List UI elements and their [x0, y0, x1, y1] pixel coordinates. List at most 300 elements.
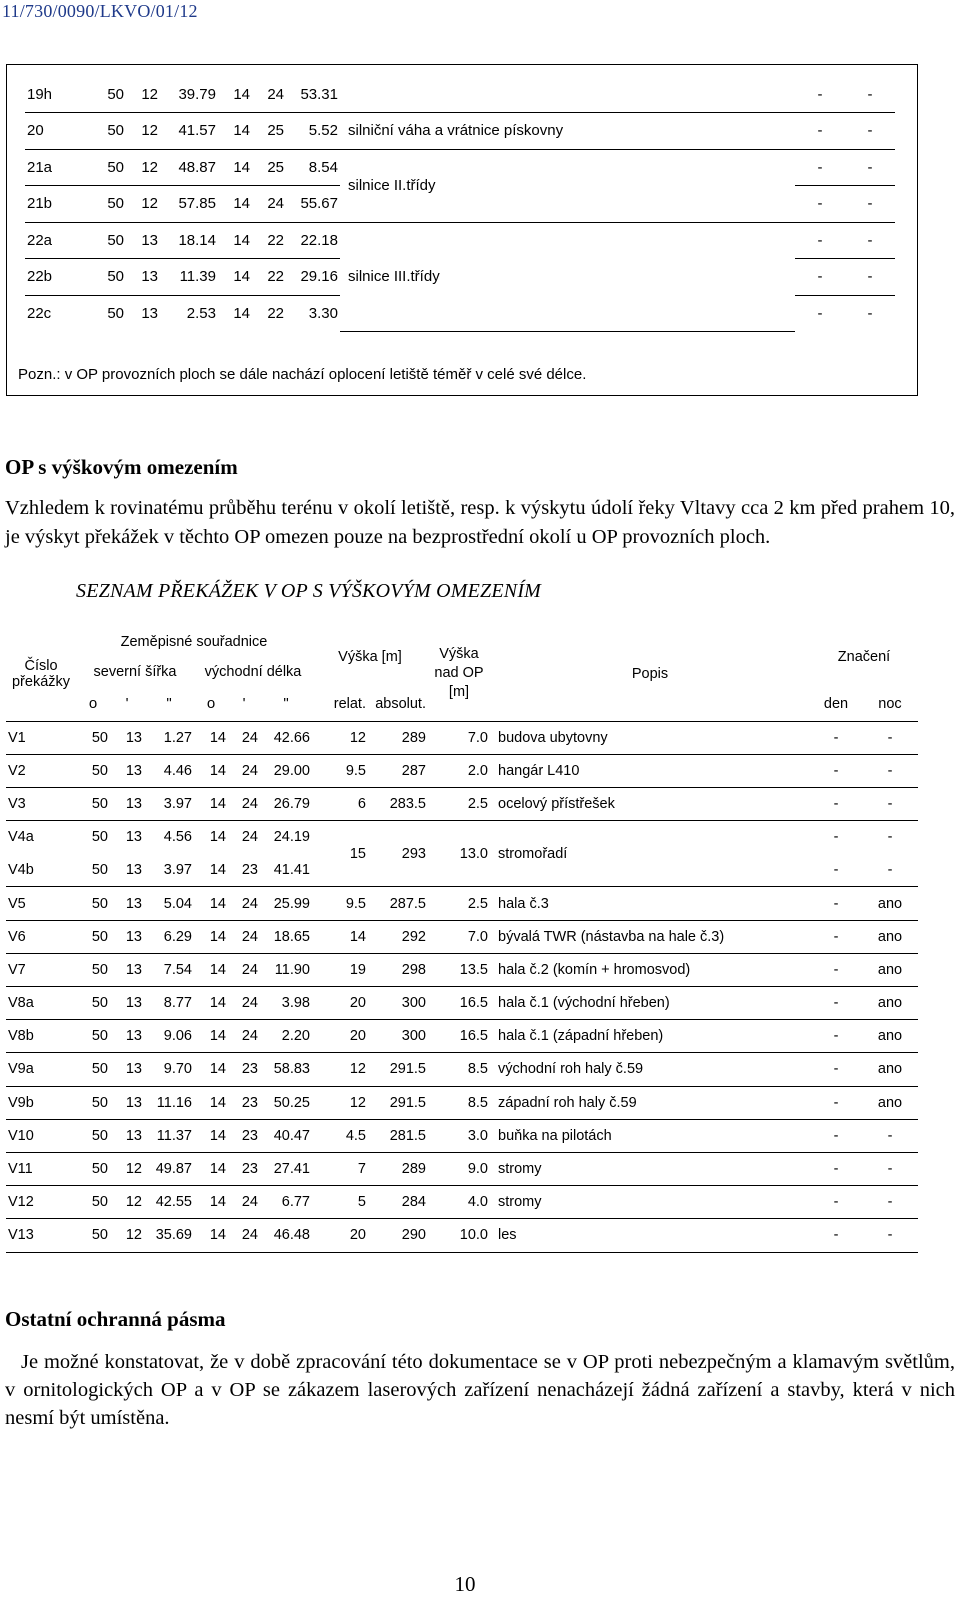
- lat-sec: 9.06: [144, 1020, 194, 1053]
- lon-deg: 14: [218, 186, 252, 223]
- lon-sec: 3.30: [308, 305, 338, 322]
- height-over-op: 7.0: [428, 920, 490, 953]
- lon-sec: 8.54: [286, 149, 340, 186]
- height-absolute: 289: [368, 721, 428, 754]
- height-over-op: 2.5: [428, 887, 490, 920]
- table-row: [6, 1020, 918, 1053]
- description: ocelový přístřešek: [490, 787, 810, 820]
- marking-day: -: [795, 222, 845, 259]
- obstacle-id: V8a: [6, 987, 76, 1020]
- lon-sec: 41.41: [260, 854, 312, 887]
- lon-deg: 14: [194, 754, 228, 787]
- lat-deg: 50: [76, 987, 110, 1020]
- lon-sec: 11.90: [260, 953, 312, 986]
- obstacle-id: V8b: [6, 1020, 76, 1053]
- lat-min: 12: [126, 186, 160, 223]
- marking-day: -: [833, 829, 839, 846]
- lon-sec: 29.00: [260, 754, 312, 787]
- lat-min: 13: [110, 953, 144, 986]
- description: hala č.1 (západní hřeben): [490, 1020, 810, 1053]
- lat-min: 12: [126, 113, 160, 150]
- description: stromořadí: [490, 821, 810, 887]
- header-lon-min: ': [228, 687, 260, 721]
- lon-deg: 14: [194, 887, 228, 920]
- table-row: [6, 920, 918, 953]
- height-absolute: 300: [368, 1020, 428, 1053]
- table-row: [6, 1219, 918, 1252]
- lon-deg: 14: [194, 1053, 228, 1086]
- lat-min: 13: [110, 854, 144, 887]
- lat-sec: 2.53: [186, 305, 216, 322]
- table-row: [6, 887, 918, 920]
- lat-min: 13: [126, 222, 160, 259]
- lat-sec: 7.54: [144, 953, 194, 986]
- lon-min: 24: [228, 953, 260, 986]
- obstacle-id: V13: [6, 1219, 76, 1252]
- marking-day: -: [817, 305, 823, 322]
- lat-min: 13: [110, 721, 144, 754]
- height-absolute: 284: [368, 1186, 428, 1219]
- lat-min: 13: [126, 259, 160, 296]
- lon-sec: 26.79: [260, 787, 312, 820]
- marking-day: -: [795, 149, 845, 186]
- lon-deg: 14: [218, 222, 252, 259]
- lon-sec: 50.25: [260, 1086, 312, 1119]
- lon-min: 23: [228, 1119, 260, 1152]
- marking-night: -: [862, 721, 918, 754]
- description-merged: silnice II.třídy: [340, 149, 795, 222]
- marking-day: -: [810, 1020, 862, 1053]
- marking-day: -: [810, 887, 862, 920]
- lat-deg: 50: [76, 887, 110, 920]
- header-lat-sec: ": [144, 687, 194, 721]
- lon-sec: 25.99: [260, 887, 312, 920]
- table-row: [6, 1086, 918, 1119]
- lat-deg: 50: [90, 149, 126, 186]
- lon-sec: 58.83: [260, 1053, 312, 1086]
- height-relative: 15: [312, 821, 368, 887]
- lat-min: 12: [126, 149, 160, 186]
- table-row: [6, 1152, 918, 1185]
- marking-night: -: [862, 1119, 918, 1152]
- header-absolut: absolut.: [368, 687, 428, 721]
- description: východní roh haly č.59: [490, 1053, 810, 1086]
- lon-deg: 14: [194, 1086, 228, 1119]
- table-row: [25, 113, 895, 150]
- marking-day: -: [810, 1186, 862, 1219]
- lon-min: 23: [228, 1053, 260, 1086]
- lat-deg: 50: [76, 1086, 110, 1119]
- lat-sec: 9.70: [144, 1053, 194, 1086]
- height-relative: 6: [312, 787, 368, 820]
- marking-day: -: [810, 1119, 862, 1152]
- obstacle-id: V3: [6, 787, 76, 820]
- lon-min: 24: [241, 829, 258, 846]
- description: hala č.3: [490, 887, 810, 920]
- marking-night: ano: [862, 920, 918, 953]
- height-over-op: 7.0: [428, 721, 490, 754]
- lat-sec: 41.57: [160, 113, 218, 150]
- lat-deg: 50: [76, 754, 110, 787]
- obstacle-id: V12: [6, 1186, 76, 1219]
- table-row: [6, 953, 918, 986]
- marking-night: -: [862, 787, 918, 820]
- lat-sec: 5.04: [144, 887, 194, 920]
- lon-sec: 55.67: [286, 186, 340, 223]
- header-vyska-op-3: [m]: [448, 684, 470, 701]
- lon-min: 24: [252, 76, 286, 113]
- table-row: [25, 222, 895, 259]
- height-over-op: 10.0: [428, 1219, 490, 1252]
- header-noc: noc: [862, 687, 918, 721]
- lon-sec: 22.18: [286, 222, 340, 259]
- marking-day: -: [810, 754, 862, 787]
- lat-sec: 1.27: [144, 721, 194, 754]
- header-lon-sec: ": [260, 687, 312, 721]
- lon-deg: 14: [218, 259, 252, 296]
- table-row: [6, 987, 918, 1020]
- lon-deg: 14: [194, 920, 228, 953]
- section-paragraph-height-restriction: Vzhledem k rovinatému průběhu terénu v okolí letiště, resp. k výskytu údolí řeky Vltavy cca 2 km před prahem 10, je výskyt překážek v těchto OP omezen pouze na bezprostřední okolí u OP provozních ploch.: [5, 497, 955, 548]
- marking-night: ano: [862, 887, 918, 920]
- marking-night: -: [867, 305, 873, 322]
- lon-deg: 14: [194, 1119, 228, 1152]
- marking-day: -: [795, 113, 845, 150]
- lon-sec: 53.31: [286, 76, 340, 113]
- lat-deg: 50: [76, 787, 110, 820]
- lon-min: 23: [228, 1152, 260, 1185]
- lon-deg: 14: [194, 1186, 228, 1219]
- marking-night: -: [862, 754, 918, 787]
- lat-sec: 18.14: [160, 222, 218, 259]
- marking-day: -: [810, 1086, 862, 1119]
- lon-deg: 14: [194, 721, 228, 754]
- lon-deg: 14: [218, 76, 252, 113]
- lon-deg: 14: [218, 113, 252, 150]
- description-empty: [340, 76, 795, 113]
- description: buňka na pilotách: [490, 1119, 810, 1152]
- marking-day: -: [810, 920, 862, 953]
- lat-min: 12: [110, 1219, 144, 1252]
- description: bývalá TWR (nástavba na hale č.3): [490, 920, 810, 953]
- obstacle-id: 22c: [27, 305, 52, 322]
- description: silniční váha a vrátnice pískovny: [340, 113, 795, 150]
- height-relative: 20: [312, 987, 368, 1020]
- lon-deg: 14: [194, 854, 228, 887]
- height-absolute: 298: [368, 953, 428, 986]
- table-row: [6, 821, 918, 854]
- marking-night: -: [862, 854, 918, 887]
- table-row: [25, 149, 895, 186]
- marking-day: -: [795, 76, 845, 113]
- lat-deg: 50: [90, 76, 126, 113]
- table-row: [6, 787, 918, 820]
- lat-min: 13: [110, 754, 144, 787]
- lat-sec: 4.56: [163, 829, 192, 846]
- description: stromy: [490, 1152, 810, 1185]
- obstacle-id: V6: [6, 920, 76, 953]
- lat-sec: 35.69: [144, 1219, 194, 1252]
- height-over-op: 16.5: [428, 987, 490, 1020]
- top-table-body: [25, 76, 895, 332]
- lat-min: 13: [110, 1119, 144, 1152]
- lat-min: 13: [110, 987, 144, 1020]
- height-absolute: 293: [368, 821, 428, 887]
- lon-sec: 40.47: [260, 1119, 312, 1152]
- table-row: [6, 1119, 918, 1152]
- height-relative: 12: [312, 1086, 368, 1119]
- obstacle-id: V11: [6, 1152, 76, 1185]
- header-cell-number: [6, 627, 76, 721]
- lat-sec: 48.87: [160, 149, 218, 186]
- lat-deg: 50: [76, 953, 110, 986]
- lat-sec: 39.79: [160, 76, 218, 113]
- lat-sec: 11.37: [144, 1119, 194, 1152]
- lon-deg: 14: [194, 1219, 228, 1252]
- table-row: [25, 76, 895, 113]
- lon-deg: 14: [194, 1152, 228, 1185]
- lat-deg: 50: [76, 1119, 110, 1152]
- header-cislo: Číslo: [24, 657, 58, 674]
- description: hala č.2 (komín + hromosvod): [490, 953, 810, 986]
- height-over-op: 2.5: [428, 787, 490, 820]
- lat-deg: 50: [91, 829, 108, 846]
- obstacle-id: V5: [6, 887, 76, 920]
- height-relative: 12: [312, 721, 368, 754]
- table-row: [6, 754, 918, 787]
- lat-deg: 50: [90, 259, 126, 296]
- height-over-op: 16.5: [428, 1020, 490, 1053]
- lat-sec: 3.97: [144, 787, 194, 820]
- lon-sec: 3.98: [260, 987, 312, 1020]
- marking-night: ano: [862, 1053, 918, 1086]
- lon-min: 24: [228, 987, 260, 1020]
- lon-min: 24: [228, 754, 260, 787]
- marking-night: -: [862, 1186, 918, 1219]
- lat-deg: 50: [107, 305, 124, 322]
- obstacle-id: V4a: [8, 829, 34, 846]
- section-heading-height-restriction: OP s výškovým omezením: [5, 455, 238, 479]
- obstacle-id: V9a: [6, 1053, 76, 1086]
- lat-min: 12: [126, 76, 160, 113]
- header-lon-deg: o: [194, 687, 228, 721]
- height-absolute: 291.5: [368, 1053, 428, 1086]
- marking-day: -: [810, 1152, 862, 1185]
- obstacle-id: 19h: [25, 76, 90, 113]
- lon-sec: 24.19: [273, 829, 310, 846]
- height-relative: 19: [312, 953, 368, 986]
- marking-night: ano: [862, 987, 918, 1020]
- height-absolute: 281.5: [368, 1119, 428, 1152]
- marking-night: ano: [862, 953, 918, 986]
- height-relative: 9.5: [312, 754, 368, 787]
- height-absolute: 283.5: [368, 787, 428, 820]
- height-relative: 9.5: [312, 887, 368, 920]
- height-over-op: 2.0: [428, 754, 490, 787]
- lon-sec: 5.52: [286, 113, 340, 150]
- marking-night: -: [845, 186, 895, 223]
- header-height-over-op: [428, 627, 490, 721]
- description: les: [490, 1219, 810, 1252]
- page-number: 10: [454, 1572, 476, 1596]
- header-vyska-op-2: nad OP: [434, 665, 484, 682]
- lat-min: 13: [125, 829, 142, 846]
- header-lat-deg: o: [76, 687, 110, 721]
- lat-sec: 8.77: [144, 987, 194, 1020]
- marking-day: -: [795, 186, 845, 223]
- marking-night: ano: [862, 1020, 918, 1053]
- lat-deg: 50: [76, 920, 110, 953]
- lon-deg: 14: [194, 1020, 228, 1053]
- obstacle-id: 22b: [25, 259, 90, 296]
- lon-min: 24: [228, 787, 260, 820]
- height-absolute: 290: [368, 1219, 428, 1252]
- lon-min: 22: [252, 222, 286, 259]
- lat-min: 13: [141, 305, 158, 322]
- lat-deg: 50: [76, 1152, 110, 1185]
- lon-sec: 18.65: [260, 920, 312, 953]
- lon-sec: 6.77: [260, 1186, 312, 1219]
- height-absolute: 287.5: [368, 887, 428, 920]
- table-row: [6, 721, 918, 754]
- header-description: Popis: [490, 627, 810, 721]
- section-heading-other-zones: Ostatní ochranná pásma: [5, 1307, 226, 1331]
- header-latitude: severní šířka: [93, 664, 177, 680]
- obstacle-id: 21b: [25, 186, 90, 223]
- height-over-op: 13.0: [428, 821, 490, 887]
- lat-deg: 50: [76, 1053, 110, 1086]
- lon-sec: 42.66: [260, 721, 312, 754]
- height-over-op: 8.5: [428, 1053, 490, 1086]
- marking-night: -: [862, 1152, 918, 1185]
- height-over-op: 9.0: [428, 1152, 490, 1185]
- lon-min: 24: [228, 721, 260, 754]
- height-over-op: 8.5: [428, 1086, 490, 1119]
- obstacle-id: 21a: [25, 149, 90, 186]
- lon-min: 24: [228, 920, 260, 953]
- description: západní roh haly č.59: [490, 1086, 810, 1119]
- lon-min: 24: [228, 887, 260, 920]
- lat-sec: 6.29: [144, 920, 194, 953]
- lat-deg: 50: [76, 1020, 110, 1053]
- lat-sec: 11.39: [160, 259, 218, 296]
- height-over-op: 3.0: [428, 1119, 490, 1152]
- lon-sec: 46.48: [260, 1219, 312, 1252]
- marking-night: -: [845, 76, 895, 113]
- lon-min: 25: [252, 149, 286, 186]
- obstacle-id: V2: [6, 754, 76, 787]
- marking-day: -: [810, 953, 862, 986]
- lat-min: 13: [110, 920, 144, 953]
- lat-deg: 50: [90, 186, 126, 223]
- lon-deg: 14: [194, 953, 228, 986]
- lon-deg: 14: [194, 987, 228, 1020]
- obstacle-table-continued: [25, 76, 895, 332]
- marking-day: -: [810, 1219, 862, 1252]
- lon-min: 24: [228, 1186, 260, 1219]
- lon-sec: 29.16: [286, 259, 340, 296]
- lat-deg: 50: [76, 1186, 110, 1219]
- height-relative: 20: [312, 1020, 368, 1053]
- description: hala č.1 (východní hřeben): [490, 987, 810, 1020]
- lat-sec: 4.46: [144, 754, 194, 787]
- header-marking: Značení: [837, 649, 891, 665]
- height-relative: 7: [312, 1152, 368, 1185]
- lat-min: 12: [110, 1186, 144, 1219]
- obstacle-id: 20: [25, 113, 90, 150]
- lon-deg: 14: [209, 829, 226, 846]
- lat-deg: 50: [90, 222, 126, 259]
- description: hangár L410: [490, 754, 810, 787]
- header-lat-min: ': [110, 687, 144, 721]
- lat-deg: 50: [90, 113, 126, 150]
- description-merged: silnice III.třídy: [340, 222, 795, 332]
- lat-sec: 3.97: [144, 854, 194, 887]
- lon-sec: 2.20: [260, 1020, 312, 1053]
- lon-sec: 27.41: [260, 1152, 312, 1185]
- header-den: den: [810, 687, 862, 721]
- lon-min: 23: [228, 1086, 260, 1119]
- marking-day: -: [795, 259, 845, 296]
- height-over-op: 13.5: [428, 953, 490, 986]
- marking-day: -: [810, 1053, 862, 1086]
- obstacle-id: 22a: [25, 222, 90, 259]
- lat-min: 13: [110, 1086, 144, 1119]
- lat-min: 12: [110, 1152, 144, 1185]
- marking-night: -: [862, 1219, 918, 1252]
- obstacle-table: [6, 627, 918, 1253]
- height-relative: 12: [312, 1053, 368, 1086]
- lon-min: 22: [252, 259, 286, 296]
- marking-night: -: [887, 829, 893, 846]
- height-relative: 20: [312, 1219, 368, 1252]
- document-reference: 11/730/0090/LKVO/01/12: [2, 1, 198, 21]
- lat-sec: 42.55: [144, 1186, 194, 1219]
- lon-min: 24: [252, 186, 286, 223]
- lat-sec: 49.87: [144, 1152, 194, 1185]
- marking-day: -: [810, 987, 862, 1020]
- obstacle-id: V9b: [6, 1086, 76, 1119]
- marking-day: -: [810, 787, 862, 820]
- marking-night: -: [845, 259, 895, 296]
- lat-min: 13: [110, 1020, 144, 1053]
- height-relative: 5: [312, 1186, 368, 1219]
- lat-min: 13: [110, 787, 144, 820]
- lat-deg: 50: [76, 721, 110, 754]
- height-absolute: 289: [368, 1152, 428, 1185]
- lon-min: 24: [228, 1219, 260, 1252]
- height-absolute: 292: [368, 920, 428, 953]
- header-longitude: východní délka: [204, 664, 302, 680]
- height-over-op: 4.0: [428, 1186, 490, 1219]
- marking-day: -: [810, 854, 862, 887]
- height-relative: 4.5: [312, 1119, 368, 1152]
- obstacle-id: V10: [6, 1119, 76, 1152]
- obstacle-list-title: SEZNAM PŘEKÁŽEK V OP S VÝŠKOVÝM OMEZENÍM: [76, 580, 542, 602]
- lat-deg: 50: [76, 854, 110, 887]
- height-absolute: 300: [368, 987, 428, 1020]
- table-row: [6, 1186, 918, 1219]
- lon-min: 23: [228, 854, 260, 887]
- obstacle-table-body: [6, 627, 918, 1252]
- obstacle-id: V1: [6, 721, 76, 754]
- height-absolute: 291.5: [368, 1086, 428, 1119]
- lon-min: 25: [252, 113, 286, 150]
- marking-night: -: [845, 222, 895, 259]
- header-height: Výška [m]: [338, 649, 402, 665]
- marking-night: -: [845, 113, 895, 150]
- header-prekazky: překážky: [11, 673, 71, 690]
